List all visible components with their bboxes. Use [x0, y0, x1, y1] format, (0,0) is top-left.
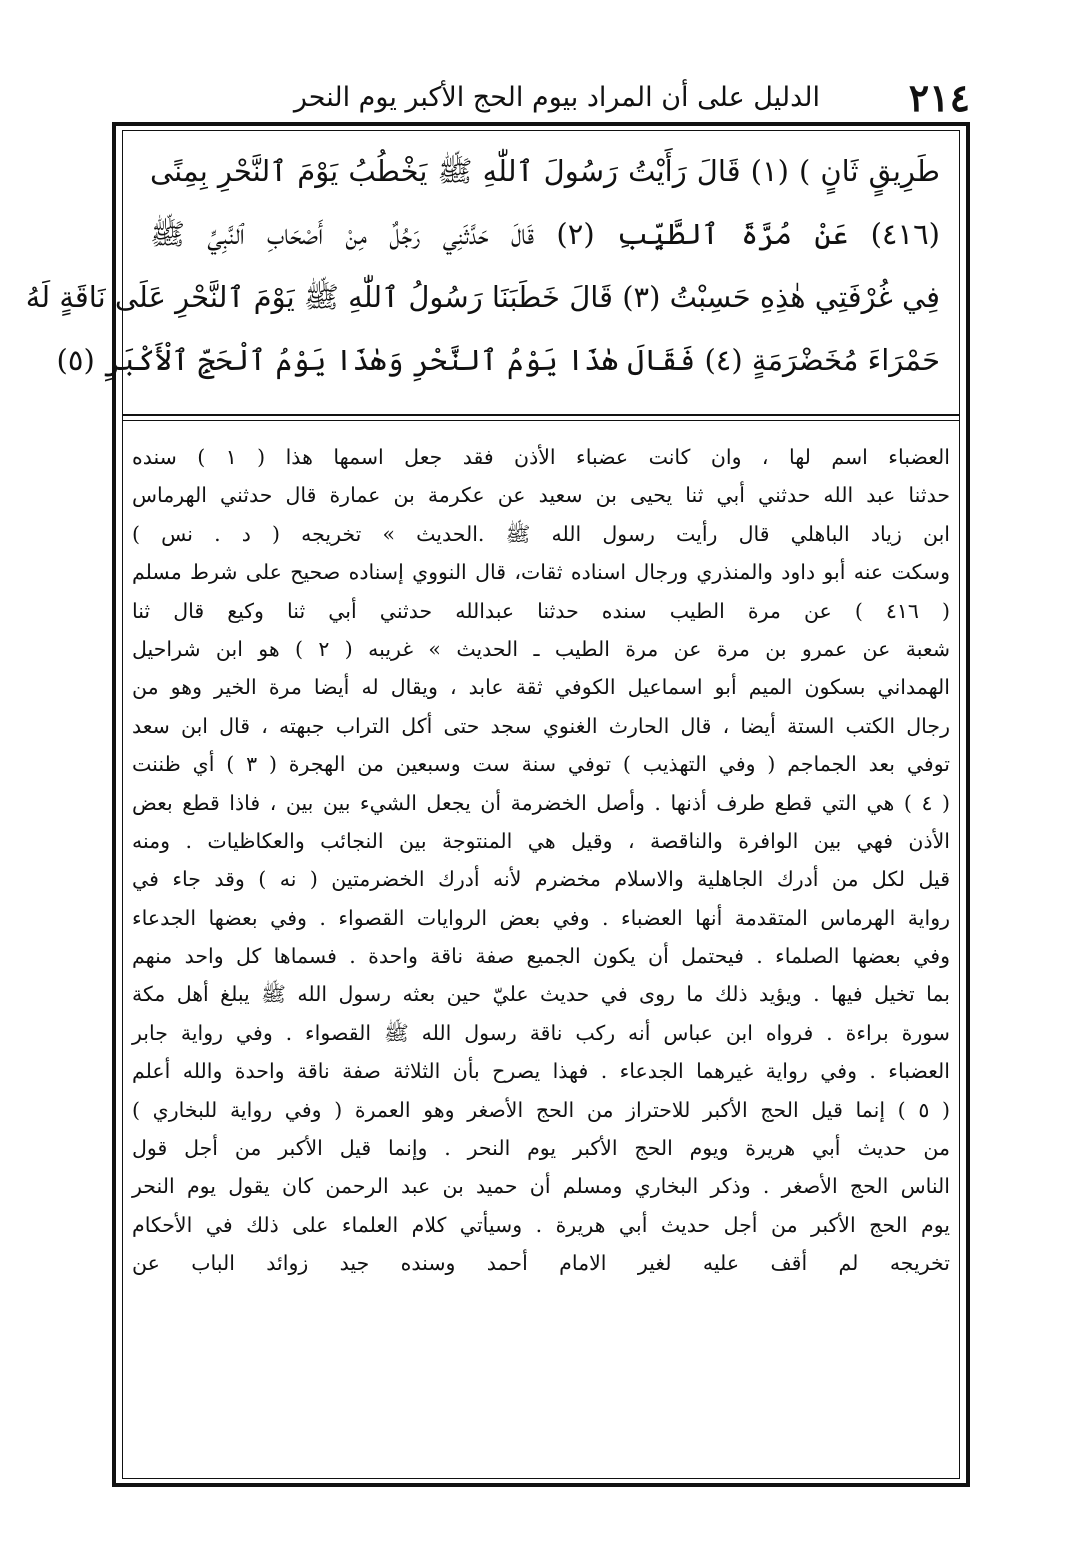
commentary-line: بما تخيل فيها . ويؤيد ذلك ما روى في حديث عليّ حين بعثه رسول الله ﷺ يبلغ أهل مكة	[132, 982, 950, 1007]
commentary-line: رجال الكتب الستة أيضا ، قال الحارث الغنوي سجد حتى أكل التراب جبهته ، قال ابن سعد	[132, 713, 950, 738]
commentary-line: العضباء . وفي رواية غيرهما الجدعاء . فهذا يصرح بأن الثلاثة صفة ناقة واحدة والله أعلم	[132, 1059, 950, 1084]
commentary-line: سورة براءة . فرواه ابن عباس أنه ركب ناقة رسول الله ﷺ القصواء . وفي رواية جابر	[132, 1020, 950, 1045]
main-text-line: فِي غُرْفَتِي هٰذِهِ حَسِبْتُ (٣) قَالَ خَطَبَنَا رَسُولُ ٱللّٰهِ ﷺ يَوْمَ ٱلنَّحْرِ عَلَى نَاقَةٍ لَهُ	[25, 280, 940, 314]
commentary-line: الهمداني بسكون الميم أبو اسماعيل الكوفي ثقة عابد ، ويقال له أيضا مرة الخير وهو من	[132, 675, 950, 700]
commentary-line: وسكت عنه أبو داود والمنذري ورجال اسناده ثقات، قال النووي إسناده صحيح على شرط مسلم	[132, 560, 950, 585]
section-divider	[122, 414, 960, 416]
commentary-line: يوم الحج الأكبر من أجل حديث أبي هريرة . وسيأتي كلام العلماء على ذلك في الأحكام	[132, 1212, 950, 1237]
commentary-line: ابن زياد الباهلي قال رأيت رسول الله ﷺ .الحديث » تخريجه ( د . نس )	[132, 521, 950, 546]
commentary-line: شعبة عن عمرو بن مرة عن مرة الطيب ـ الحديث » غريبه ( ٢ ) هو ابن شراحيل	[132, 636, 950, 661]
commentary-text	[132, 438, 950, 1283]
commentary-line: تخريجه لم أقف عليه لغير الامام أحمد وسنده جيد زوائد الباب عن	[132, 1251, 950, 1276]
hadith-main-text	[25, 140, 940, 392]
commentary-line: حدثنا عبد الله حدثني أبي ثنا يحيى بن سعيد عن عكرمة بن عمارة قال حدثني الهرماس	[132, 483, 950, 508]
commentary-line: من حديث أبي هريرة ويوم الحج الأكبر يوم النحر . وإنما قيل الأكبر من أجل قول	[132, 1136, 950, 1161]
running-title: الدليل على أن المراد بيوم الحج الأكبر يوم النحر	[293, 82, 820, 113]
commentary-line: ( ٥ ) إنما قيل الحج الأكبر للاحتراز من الحج الأصغر وهو العمرة ( وفي رواية للبخاري )	[132, 1097, 951, 1122]
commentary-line: ( ٤ ) هي التي قطع طرف أذنها . وأصل الخضرمة أن يجعل الشيء بين بين ، فاذا قطع بعض	[132, 790, 951, 815]
page-number: ٢١٤	[908, 75, 970, 120]
commentary-line: وفي بعضها الصلماء . فيحتمل أن يكون الجميع صفة ناقة واحدة . فسماها كل واحد منهم	[132, 944, 950, 969]
commentary-line: الأذن فهي بين الوافرة والناقصة ، وقيل هي المنتوجة بين النجائب والعكاظيات . ومنه	[132, 828, 950, 853]
commentary-line: ( ٤١٦ ) عن مرة الطيب سنده حدثنا عبدالله حدثني أبي ثنا وكيع قال ثنا	[132, 598, 951, 623]
page-header	[130, 72, 970, 124]
commentary-line: العضباء اسم لها ، وان كانت عضباء الأذن فقد جعل اسمها هذا ( ١ ) سنده	[132, 445, 950, 469]
commentary-line: الناس الحج الأصغر . وذكر البخاري ومسلم أن حميد بن عبد الرحمن كان يقول يوم النحر	[132, 1174, 950, 1199]
section-divider-thin	[122, 420, 960, 421]
main-text-line: (٤١٦) عَنْ مُرَّةَ ٱلطَّيِّبِ (٢) قَالَ حَدَّثَنِي رَجُلٌ مِنْ أَصْحَابِ ٱلنَّبِيِّ ﷺ	[150, 217, 940, 251]
commentary-line: قيل لكل من أدرك الجاهلية والاسلام مخضرم لأنه أدرك الخضرمتين ( نه ) وقد جاء في	[132, 867, 950, 892]
commentary-line: توفي بعد الجماجم ( وفي التهذيب ) توفي سنة ست وسبعين من الهجرة ( ٣ ) أي ظننت	[132, 752, 951, 777]
main-text-line: طَرِيقٍ ثَانٍ ) (١) قَالَ رَأَيْتُ رَسُولَ ٱللّٰهِ ﷺ يَخْطُبُ يَوْمَ ٱلنَّحْرِ بِمِنًى	[150, 154, 940, 188]
commentary-line: رواية الهرماس المتقدمة أنها العضباء . وفي بعض الروايات القصواء . وفي بعضها الجدعاء	[132, 905, 950, 930]
main-text-line: حَمْرَاءَ مُخَضْرَمَةٍ (٤) فَقَالَ هٰذَا يَوْمُ ٱلنَّحْرِ وَهٰذَا يَوْمُ ٱلْحَجِّ ٱلْأَكْبَرِ (٥)	[56, 343, 940, 377]
